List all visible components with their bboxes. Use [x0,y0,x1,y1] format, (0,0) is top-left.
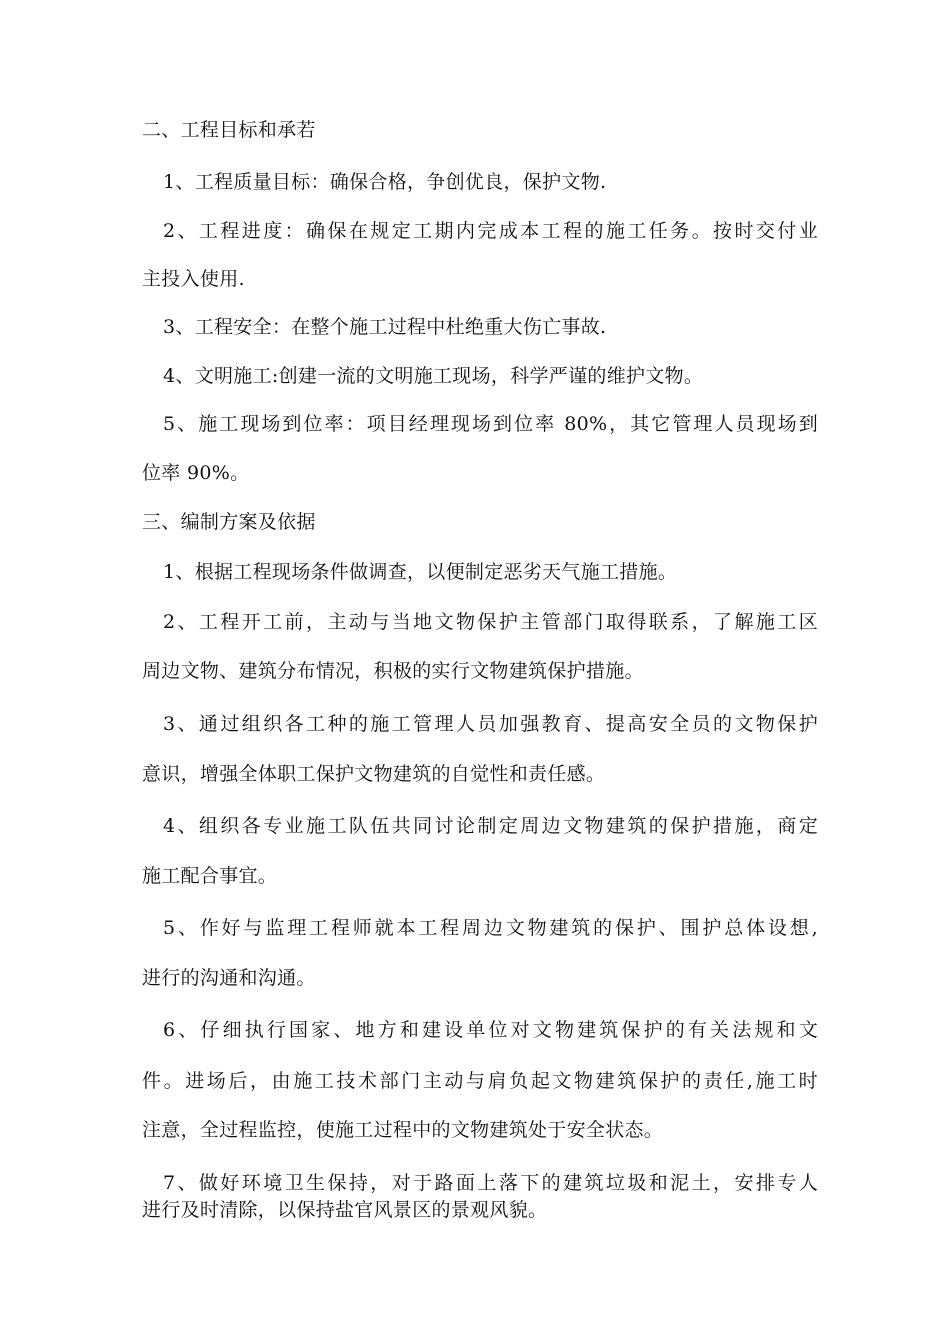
section-heading-goals: 二、工程目标和承若 [142,119,316,141]
basis-item-6-line-2: 件。进场后，由施工技术部门主动与肩负起文物建筑保护的责任,施工时 [142,1070,818,1092]
basis-item-3-line-2: 意识，增强全体职工保护文物建筑的自觉性和责任感。 [142,763,606,785]
basis-item-7-line-2: 进行及时清除，以保持盐官风景区的景观风貌。 [142,1199,548,1221]
section-heading-basis: 三、编制方案及依据 [142,511,316,533]
basis-item-6-line-1: 6、仔细执行国家、地方和建设单位对文物建筑保护的有关法规和文 [163,1019,818,1041]
basis-item-6-line-3: 注意，全过程监控，使施工过程中的文物建筑处于安全状态。 [142,1119,664,1141]
basis-item-5-line-1: 5、作好与监理工程师就本工程周边文物建筑的保护、围护总体设想, [163,917,818,939]
basis-item-1-line-1: 1、根据工程现场条件做调查，以便制定恶劣天气施工措施。 [163,561,678,583]
goal-item-1-line-1: 1、工程质量目标：确保合格，争创优良，保护文物. [163,171,607,193]
basis-item-2-line-2: 周边文物、建筑分布情况，积极的实行文物建筑保护措施。 [142,660,644,682]
basis-item-4-line-2: 施工配合事宜。 [142,865,278,887]
basis-item-4-line-1: 4、组织各专业施工队伍共同讨论制定周边文物建筑的保护措施，商定 [163,815,818,837]
basis-item-5-line-2: 进行的沟通和沟通。 [142,967,316,989]
basis-item-3-line-1: 3、通过组织各工种的施工管理人员加强教育、提高安全员的文物保护 [163,713,818,735]
goal-item-5-line-2: 位率 90%。 [142,462,250,484]
goal-item-3-line-1: 3、工程安全：在整个施工过程中杜绝重大伤亡事故. [163,316,607,338]
basis-item-2-line-1: 2、工程开工前，主动与当地文物保护主管部门取得联系，了解施工区 [163,611,818,633]
goal-item-5-line-1: 5、施工现场到位率：项目经理现场到位率 80%，其它管理人员现场到 [163,413,818,435]
basis-item-7-line-1: 7、做好环境卫生保持，对于路面上落下的建筑垃圾和泥土，安排专人 [163,1172,818,1194]
goal-item-4-line-1: 4、文明施工:创建一流的文明施工现场，科学严谨的维护文物。 [163,365,704,387]
goal-item-2-line-1: 2、工程进度：确保在规定工期内完成本工程的施工任务。按时交付业 [163,220,818,242]
goal-item-2-line-2: 主投入使用. [142,268,245,290]
